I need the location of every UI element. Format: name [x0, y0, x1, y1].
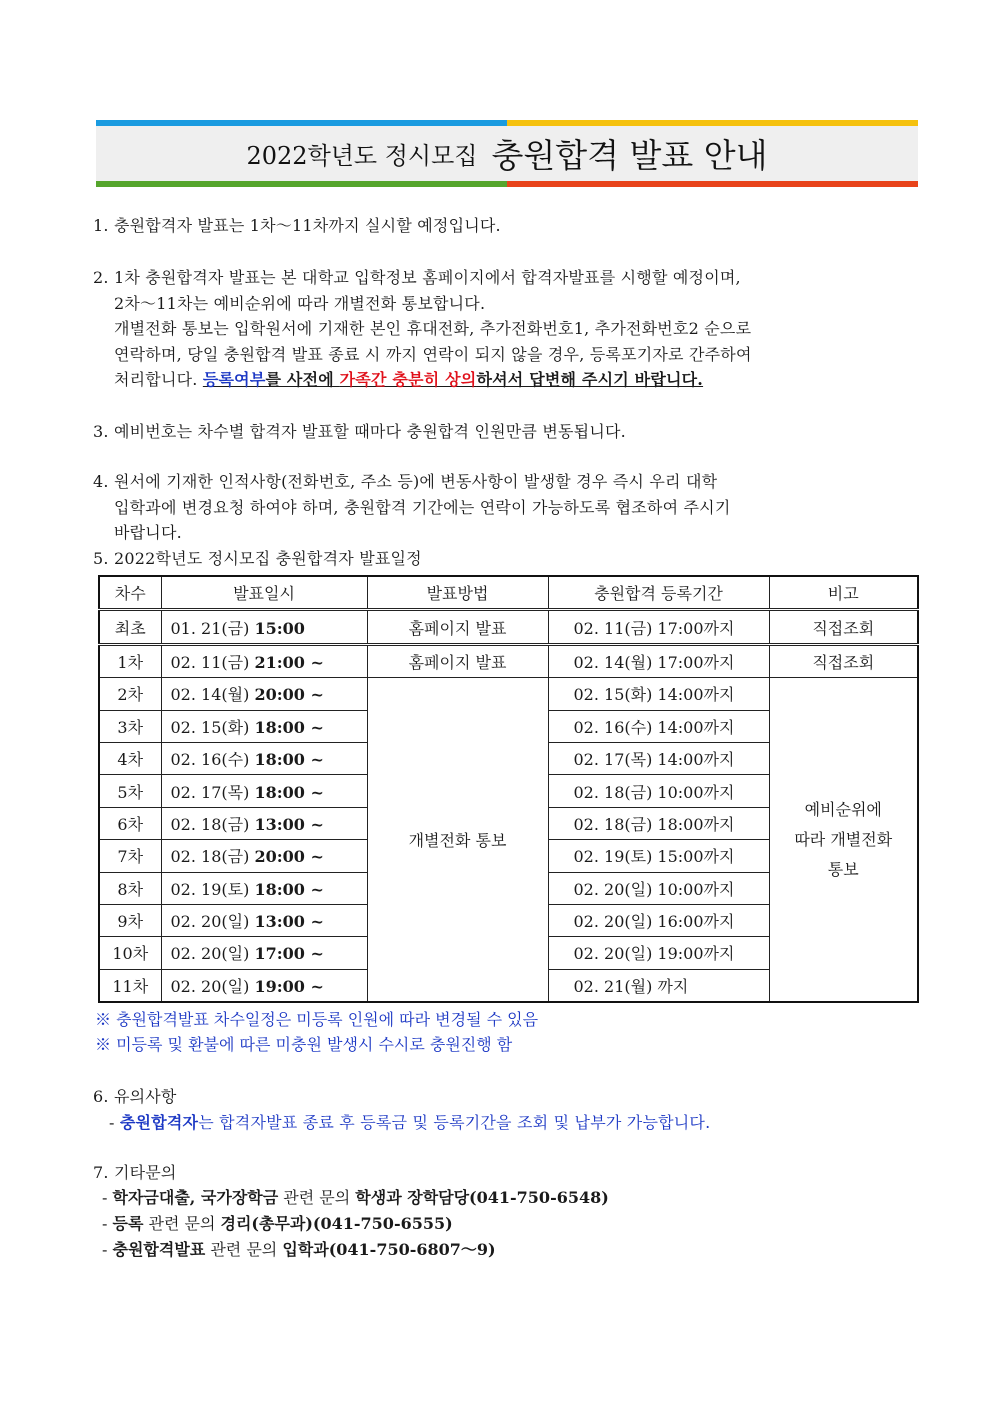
- item-2-line-1: 2. 1차 충원합격자 발표는 본 대학교 입학정보 홈페이지에서 합격자발표를 시행할 예정이며,: [93, 268, 741, 287]
- time-text: 20:00 ~: [254, 685, 324, 705]
- item-3-text: 3. 예비번호는 차수별 합격자 발표할 때마다 충원합격 인원만큼 변동됩니다.: [93, 422, 626, 441]
- contact-mid: 관련 문의: [205, 1240, 283, 1259]
- cell-round: 5차: [99, 775, 161, 807]
- date-text: 02. 11(금): [170, 652, 250, 672]
- date-text: 02. 19(토): [170, 879, 250, 899]
- date-text: 01. 21(금): [170, 618, 250, 638]
- cell-round: 9차: [99, 904, 161, 936]
- cell-period: 02. 20(일) 10:00까지: [548, 872, 769, 904]
- schedule-table: [98, 575, 919, 1003]
- item-2-emphasis: [203, 370, 703, 389]
- contact-mid: 관련 문의: [143, 1214, 221, 1233]
- cell-round: 7차: [99, 840, 161, 872]
- merged-note-line-1: 예비순위에: [804, 799, 882, 819]
- emph-mid: 를 사전에: [265, 370, 340, 389]
- banner-bar-green: [96, 181, 507, 187]
- contact-dept: 입학과(041-750-6807～9): [282, 1240, 496, 1259]
- contact-dash: -: [102, 1214, 113, 1233]
- date-text: 02. 20(일): [170, 976, 250, 996]
- page-title: [96, 126, 918, 181]
- cell-period: 02. 16(수) 14:00까지: [548, 710, 769, 742]
- header-period: 충원합격 등록기간: [548, 576, 769, 610]
- cell-round: 8차: [99, 872, 161, 904]
- cell-round: 6차: [99, 807, 161, 839]
- time-text: 21:00 ~: [254, 652, 324, 672]
- item-1: [93, 213, 501, 239]
- item-5-text: 5. 2022학년도 정시모집 충원합격자 발표일정: [93, 549, 422, 568]
- cell-period: 02. 18(금) 10:00까지: [548, 775, 769, 807]
- cell-date: [161, 937, 367, 969]
- header-round: 차수: [99, 576, 161, 610]
- caution-section: [93, 1084, 710, 1135]
- caution-dash: -: [109, 1112, 120, 1132]
- contacts-heading: 7. 기타문의: [93, 1163, 177, 1182]
- title-main: 충원합격 발표 안내: [491, 136, 768, 175]
- cell-method: 홈페이지 발표: [367, 610, 548, 644]
- emph-end: 하셔서 답변해 주시기 바랍니다.: [476, 370, 704, 389]
- cell-date: [161, 678, 367, 710]
- contact-item-registration: [102, 1211, 609, 1237]
- contact-item-announcement: [102, 1237, 609, 1263]
- cell-date: [161, 644, 367, 677]
- cell-note: 직접조회: [769, 644, 918, 677]
- item-4-line-3: 바랍니다.: [114, 523, 182, 542]
- cell-round: 최초: [99, 610, 161, 644]
- item-2: [93, 265, 752, 393]
- time-text: 20:00 ~: [254, 847, 324, 867]
- date-text: 02. 18(금): [170, 847, 250, 867]
- time-text: 18:00 ~: [254, 717, 324, 737]
- cell-date: [161, 807, 367, 839]
- cell-period: 02. 14(월) 17:00까지: [548, 644, 769, 677]
- item-1-text: 1. 충원합격자 발표는 1차～11차까지 실시할 예정입니다.: [93, 216, 501, 235]
- emph-registration: 등록여부: [202, 370, 266, 389]
- item-2-line-5-prefix: 처리합니다.: [114, 370, 203, 389]
- cell-round: 10차: [99, 937, 161, 969]
- cell-round: 3차: [99, 710, 161, 742]
- item-2-line-5: [93, 367, 752, 393]
- time-text: 18:00 ~: [254, 750, 324, 770]
- cell-round: 4차: [99, 742, 161, 774]
- cell-round: 2차: [99, 678, 161, 710]
- cell-date: [161, 710, 367, 742]
- item-3: [93, 419, 626, 445]
- table-row: [99, 610, 918, 644]
- title-year: 2022학년도 정시모집: [246, 142, 478, 170]
- table-row: [99, 678, 918, 710]
- header-note: 비고: [769, 576, 918, 610]
- cell-date: [161, 742, 367, 774]
- contact-topic: 충원합격발표: [112, 1240, 206, 1259]
- cell-date: [161, 969, 367, 1002]
- cell-period: 02. 20(일) 19:00까지: [548, 937, 769, 969]
- contacts-list: [102, 1185, 609, 1263]
- date-text: 02. 15(화): [170, 717, 250, 737]
- item-4: [93, 469, 730, 546]
- cell-period: 02. 19(토) 15:00까지: [548, 840, 769, 872]
- cell-note-merged: [769, 678, 918, 1002]
- time-text: 15:00: [254, 618, 305, 638]
- cell-period: 02. 20(일) 16:00까지: [548, 904, 769, 936]
- note-line-2: ※ 미등록 및 환불에 따른 미충원 발생시 수시로 충원진행 함: [95, 1035, 513, 1054]
- time-text: 19:00 ~: [254, 976, 324, 996]
- cell-method: 홈페이지 발표: [367, 644, 548, 677]
- cell-period: 02. 21(월) 까지: [548, 969, 769, 1002]
- merged-note-line-3: 통보: [827, 859, 859, 879]
- date-text: 02. 18(금): [170, 814, 250, 834]
- cell-period: 02. 11(금) 17:00까지: [548, 610, 769, 644]
- cell-round: 11차: [99, 969, 161, 1002]
- header-date: 발표일시: [161, 576, 367, 610]
- date-text: 02. 17(목): [170, 782, 250, 802]
- cell-period: 02. 18(금) 18:00까지: [548, 807, 769, 839]
- caution-line: [93, 1110, 710, 1136]
- date-text: 02. 16(수): [170, 750, 250, 770]
- time-text: 18:00 ~: [254, 879, 324, 899]
- caution-emphasis: 충원합격자: [119, 1112, 199, 1132]
- item-5: [93, 546, 422, 572]
- cell-method-merged: 개별전화 통보: [367, 678, 548, 1002]
- caution-rest: 는 합격자발표 종료 후 등록금 및 등록기간을 조회 및 납부가 가능합니다.: [198, 1112, 711, 1132]
- date-text: 02. 20(일): [170, 944, 250, 964]
- emph-family: 가족간 충분히 상의: [339, 370, 477, 389]
- item-2-line-2: 2차～11차는 예비순위에 따라 개별전화 통보합니다.: [114, 293, 486, 313]
- time-text: 17:00 ~: [254, 944, 324, 964]
- contact-mid: 관련 문의: [278, 1188, 356, 1207]
- date-text: 02. 20(일): [170, 912, 250, 932]
- contact-topic: 등록: [112, 1214, 144, 1233]
- cell-note: 직접조회: [769, 610, 918, 644]
- schedule-notes: [95, 1007, 538, 1057]
- table-row: [99, 644, 918, 677]
- cell-period: 02. 17(목) 14:00까지: [548, 742, 769, 774]
- table-header-row: [99, 576, 918, 610]
- caution-heading: 6. 유의사항: [93, 1087, 177, 1106]
- item-2-line-3: 개별전화 통보는 입학원서에 기재한 본인 휴대전화, 추가전화번호1, 추가전화번호2 순으로: [114, 319, 752, 338]
- merged-note-line-2: 따라 개별전화: [794, 829, 893, 849]
- contact-dash: -: [102, 1188, 113, 1207]
- cell-date: [161, 904, 367, 936]
- time-text: 13:00 ~: [254, 814, 324, 834]
- item-2-line-4: 연락하며, 당일 충원합격 발표 종료 시 까지 연락이 되지 않을 경우, 등록포기자로 간주하여: [114, 344, 752, 364]
- contact-item-loan: [102, 1185, 609, 1211]
- time-text: 13:00 ~: [254, 912, 324, 932]
- cell-date: [161, 840, 367, 872]
- cell-period: 02. 15(화) 14:00까지: [548, 678, 769, 710]
- contact-dept: 학생과 장학담당(041-750-6548): [355, 1188, 609, 1207]
- date-text: 02. 14(월): [170, 685, 250, 705]
- cell-date: [161, 610, 367, 644]
- contact-topic: 학자금대출, 국가장학금: [112, 1188, 279, 1207]
- contact-dept: 경리(총무과)(041-750-6555): [220, 1214, 453, 1233]
- contacts-heading-wrap: [93, 1160, 177, 1186]
- cell-date: [161, 775, 367, 807]
- header-method: 발표방법: [367, 576, 548, 610]
- item-4-line-2: 입학과에 변경요청 하여야 하며, 충원합격 기간에는 연락이 가능하도록 협조하여 주시기: [114, 497, 731, 517]
- contact-dash: -: [102, 1240, 113, 1259]
- item-4-line-1: 4. 원서에 기재한 인적사항(전화번호, 주소 등)에 변동사항이 발생할 경우 즉시 우리 대학: [93, 472, 718, 491]
- time-text: 18:00 ~: [254, 782, 324, 802]
- banner-bar-red: [507, 181, 918, 187]
- cell-date: [161, 872, 367, 904]
- note-line-1: ※ 충원합격발표 차수일정은 미등록 인원에 따라 변경될 수 있음: [95, 1010, 539, 1029]
- cell-round: 1차: [99, 644, 161, 677]
